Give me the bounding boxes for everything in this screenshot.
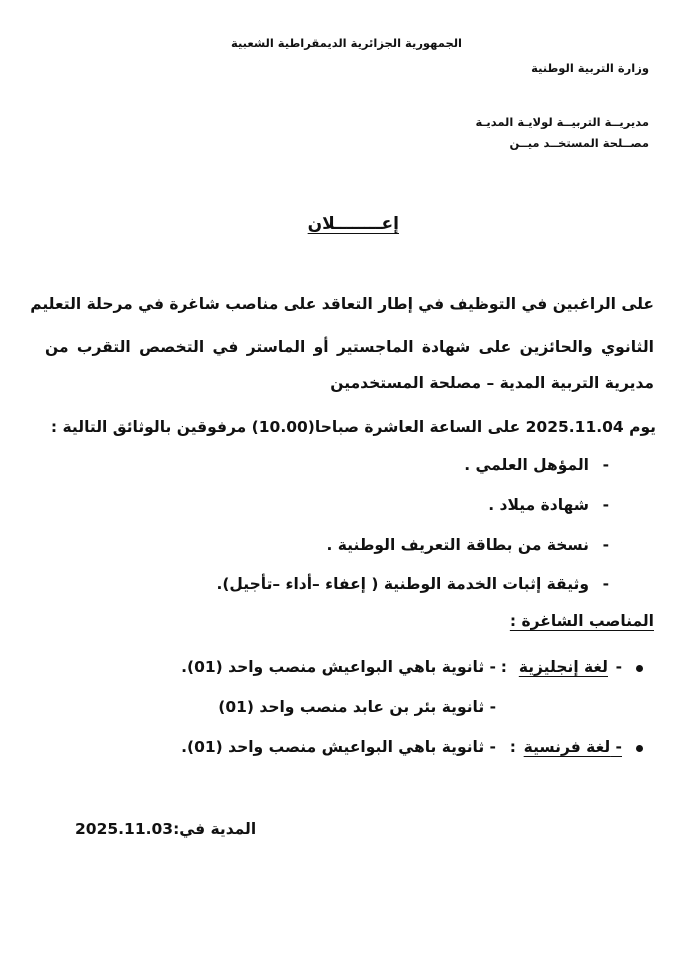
english-label: لغة إنجليزية — [518, 658, 608, 676]
doc-dash-4: - — [602, 575, 609, 593]
bullet-icon — [636, 665, 643, 672]
directorate-header: مديريــة التربيــة لولايـة المديـة — [475, 115, 649, 129]
ministry-header: وزارة التربية الوطنية — [531, 61, 649, 75]
body-line-4: يوم 2025.11.04 على الساعة العاشرة صباحا(10.00) مرفوقين بالوثائق التالية : — [50, 418, 656, 436]
doc-item-2: شهادة ميلاد . — [488, 496, 589, 514]
bullet-icon — [636, 745, 643, 752]
doc-dash-1: - — [602, 456, 609, 474]
english-position-2: - ثانوية بئر بن عابد منصب واحد (01) — [218, 698, 496, 716]
page-title: إعــــــــلان — [307, 214, 399, 234]
body-line-2: الثانوي والحائزين على شهادة الماجستير أو الماستر في التخصص التقرب من — [45, 338, 654, 356]
service-header: مصــلحة المستخــد ميــن — [509, 136, 649, 150]
doc-item-1: المؤهل العلمي . — [464, 456, 589, 474]
doc-dash-3: - — [602, 536, 609, 554]
doc-dash-2: - — [602, 496, 609, 514]
english-colon: : — [500, 658, 507, 676]
position-dash: - — [615, 658, 622, 676]
doc-item-3: نسخة من بطاقة التعريف الوطنية . — [326, 536, 589, 554]
positions-heading: المناصب الشاغرة : — [509, 612, 654, 630]
body-line-3: مديرية التربية المدية – مصلحة المستخدمين — [330, 374, 654, 392]
french-label: - لغة فرنسية — [523, 738, 622, 756]
republic-header: الجمهورية الجزائرية الديمقراطية الشعبية — [230, 36, 462, 50]
french-colon: : — [509, 738, 516, 756]
body-line-1: على الراغبين في التوظيف في إطار التعاقد على مناصب شاغرة في مرحلة التعليم — [30, 295, 654, 313]
english-position-1: - ثانوية باهي البواعيش منصب واحد (01). — [181, 658, 496, 676]
place-date: المدية في:2025.11.03 — [75, 820, 257, 838]
doc-item-4: وثيقة إثبات الخدمة الوطنية ( إعفاء –أداء –تأجيل). — [216, 575, 589, 593]
french-position-1: - ثانوية باهي البواعيش منصب واحد (01). — [181, 738, 496, 756]
